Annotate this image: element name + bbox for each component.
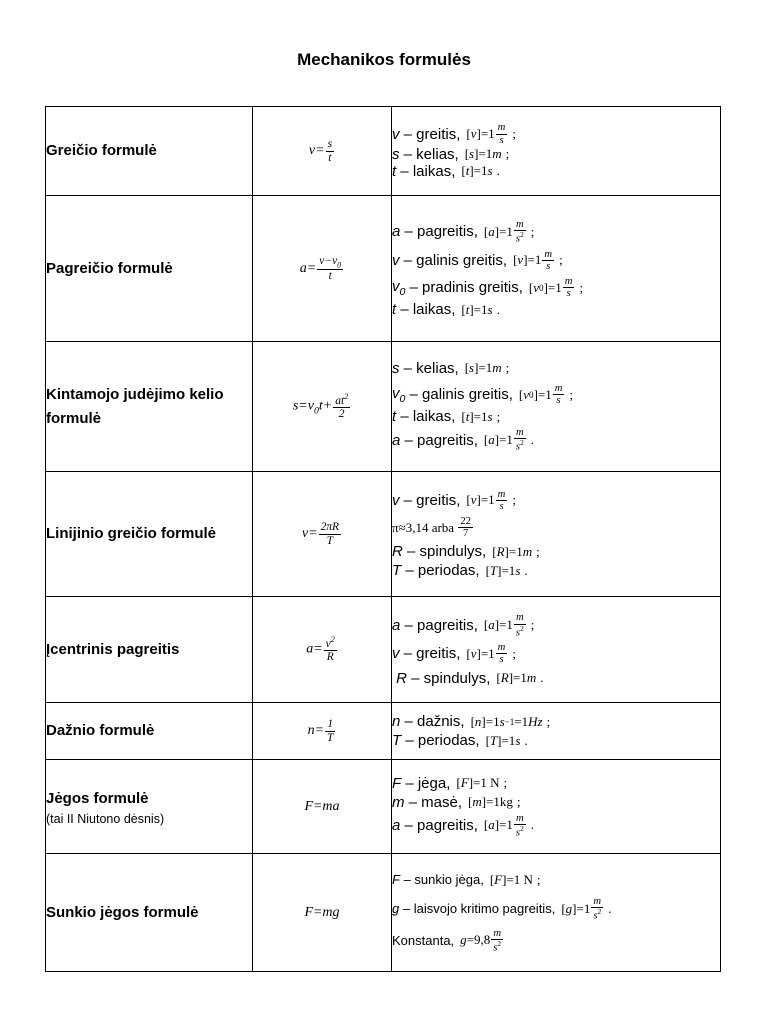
variables-cell: n – dažnis, [ n ]=1 s −1 =1 Hz ; T – periodas, [ T ]=1 s . <box>392 703 721 760</box>
variables-cell: v – greitis, [ v ]=1 $\frac{m}{s}$ ; π≈3,14 arba $\frac{22}{7}$ R – spindulys, [ R ]=1 m ; T – periodas, [ T ]=1 s . <box>392 472 721 597</box>
variables-cell: F – sunkio jėga, [ F ]=1 N ; g – laisvojo kritimo pagreitis, [ g ]=1 $\frac{m}{s^2}$ . Konstanta, g =9,8 $\frac{m}{s^2}$ <box>392 854 721 972</box>
formula-cell: F=ma <box>253 760 392 854</box>
formula-cell: F=mg <box>253 854 392 972</box>
formula-note: (tai II Niutono dėsnis) <box>46 811 165 826</box>
formula-name: Jėgos formulė (tai II Niutono dėsnis) <box>46 760 253 854</box>
formula-name: Pagreičio formulė <box>46 196 253 342</box>
formula-cell: v= $\frac{2\pi R}{T}$ <box>253 472 392 597</box>
formula-cell: $s=v_0t+$ $\frac{at^2}{2}$ <box>253 342 392 472</box>
formula-name: Dažnio formulė <box>46 703 253 760</box>
table-row <box>46 703 721 760</box>
formula-table <box>45 106 721 972</box>
variables-cell: s – kelias, [ s ]=1 m ; $v_0$ – galinis greitis, [ v 0 ]=1 $\frac{m}{s}$ ; t – laikas, [ t ]=1 s ; a – pagreitis, [ a ]=1 $\frac{m}{s^2}$ . <box>392 342 721 472</box>
page-title: Mechanikos formulės <box>297 50 471 69</box>
formula-cell: v= $\frac{s}{t}$ <box>253 107 392 196</box>
table-row <box>46 854 721 972</box>
variables-cell: a – pagreitis, [ a ]=1 $\frac{m}{s^2}$ ; v – galinis greitis, [ v ]=1 $\frac{m}{s}$ ; $v_0$ – pradinis greitis, [ v 0 ]=1 $\frac{m}{s}$ ; t – laikas, [ t ]=1 s . <box>392 196 721 342</box>
formula-cell: a= $\frac{v^2}{R}$ <box>253 597 392 703</box>
formula-name: Įcentrinis pagreitis <box>46 597 253 703</box>
table-row <box>46 107 721 196</box>
formula-cell: a= $\frac{v-v_0}{t}$ <box>253 196 392 342</box>
formula-name: Kintamojo judėjimo kelio formulė <box>46 342 253 472</box>
table-row <box>46 196 721 342</box>
variables-cell: a – pagreitis, [ a ]=1 $\frac{m}{s^2}$ ; v – greitis, [ v ]=1 $\frac{m}{s}$ ; R – spindulys, [ R ]=1 m . <box>392 597 721 703</box>
formula-name: Sunkio jėgos formulė <box>46 854 253 972</box>
table-row <box>46 472 721 597</box>
table-row <box>46 597 721 703</box>
table-row <box>46 760 721 854</box>
table-row <box>46 342 721 472</box>
formula-cell: n= $\frac{1}{T}$ <box>253 703 392 760</box>
formula-name: Greičio formulė <box>46 107 253 196</box>
variables-cell: F – jėga, [ F ]=1 N ; m – masė, [ m ]=1kg ; a – pagreitis, [ a ]=1 $\frac{m}{s^2}$ . <box>392 760 721 854</box>
variables-cell: v – greitis, [ v ]=1 $\frac{m}{s}$ ; s – kelias, [ s ]=1 m ; t – laikas, [ t ]=1 s . <box>392 107 721 196</box>
formula-name: Linijinio greičio formulė <box>46 472 253 597</box>
